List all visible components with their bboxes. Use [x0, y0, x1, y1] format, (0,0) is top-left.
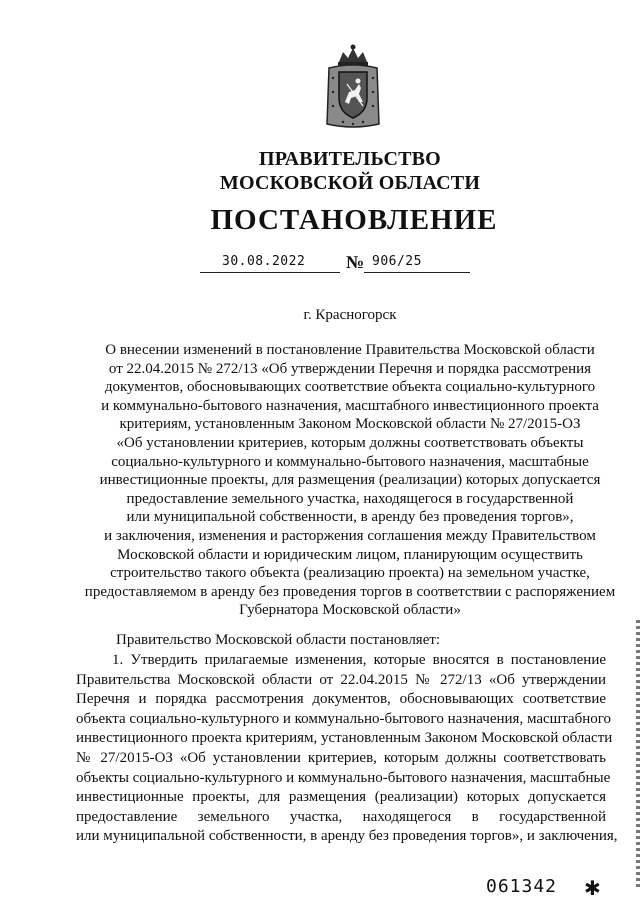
title-line: социально-культурного и коммунально-бытового назначения, масштабные [111, 453, 589, 470]
form-serial-number: 061342 [486, 876, 558, 897]
title-line: строительство такого объекта (реализацию проекта) на земельном участке, [110, 565, 590, 582]
body-line: инвестиционного проекта критериям, установленным Законом Московской области [76, 730, 613, 747]
document-date: 30.08.2022 [222, 254, 306, 269]
resolution-intro: Правительство Московской области постановляет: [116, 632, 441, 648]
title-line: документов, обосновывающих соответствие объекта социально-культурного [104, 379, 596, 396]
org-name-line2: МОСКОВСКОЙ ОБЛАСТИ [219, 172, 481, 194]
title-line: предоставляемом в аренду без проведения торгов в соответствии с распоряжением [84, 583, 616, 600]
date-number-line [0, 252, 640, 282]
moscow-oblast-coat-of-arms-icon [323, 44, 383, 130]
scan-edge-mark [636, 620, 640, 890]
asterisk-icon: ✱ [584, 876, 601, 900]
title-line: или муниципальной собственности, в аренду без проведения торгов», [126, 509, 574, 526]
number-sign: № [346, 252, 365, 272]
title-line: Губернатора Московской области» [239, 602, 461, 619]
body-line: Правительства Московской области от 22.04.2015 № 272/13 «Об утверждении [76, 671, 606, 688]
title-line: критериям, установленным Законом Московской области № 27/2015-ОЗ [119, 416, 581, 433]
document-number: 906/25 [372, 254, 422, 269]
body-line: инвестиционные проекты, для размещения (реализации) которых допускается [76, 789, 606, 806]
date-underline [200, 272, 340, 273]
title-line: О внесении изменений в постановление Правительства Московской области [105, 342, 595, 358]
body-line: № 27/2015-ОЗ «Об установлении критериев, которым должны соответствовать [76, 749, 606, 766]
title-line: инвестиционные проекты, для размещения (реализации) которых допускается [99, 472, 601, 489]
title-line: Московской области и юридическим лицом, планирующим осуществить [117, 546, 583, 563]
city-name: г. Красногорск [303, 307, 397, 323]
title-line: от 22.04.2015 № 272/13 «Об утверждении Перечня и порядка рассмотрения [108, 360, 592, 377]
body-line: объекты социально-культурного и коммунально-бытового назначения, масштабные [76, 769, 611, 786]
org-name-line1: ПРАВИТЕЛЬСТВО [259, 148, 441, 170]
title-line: предоставление земельного участка, находящегося в государственной [126, 490, 574, 507]
body-line: предоставление земельного участка, находящегося в государственной [76, 808, 606, 825]
body-line: объекта социально-культурного и коммунально-бытового назначения, масштабного [76, 710, 612, 727]
resolution-title [80, 341, 620, 620]
title-line: «Об установлении критериев, которым должны соответствовать объекты [116, 434, 584, 451]
title-line: и заключения, изменения и расторжения соглашения между Правительством [104, 527, 596, 544]
title-line: и коммунально-бытового назначения, масштабного инвестиционного проекта [101, 397, 599, 414]
body-line: или муниципальной собственности, в аренду без проведения торгов», и заключения, [76, 828, 618, 845]
document-type-heading: ПОСТАНОВЛЕНИЕ [210, 204, 498, 236]
body-line: 1. Утвердить прилагаемые изменения, которые вносятся в постановление [112, 652, 606, 668]
resolution-body [76, 651, 618, 847]
body-line: Перечня и порядка рассмотрения документов, обосновывающих соответствие [76, 691, 606, 708]
number-underline [364, 272, 470, 273]
